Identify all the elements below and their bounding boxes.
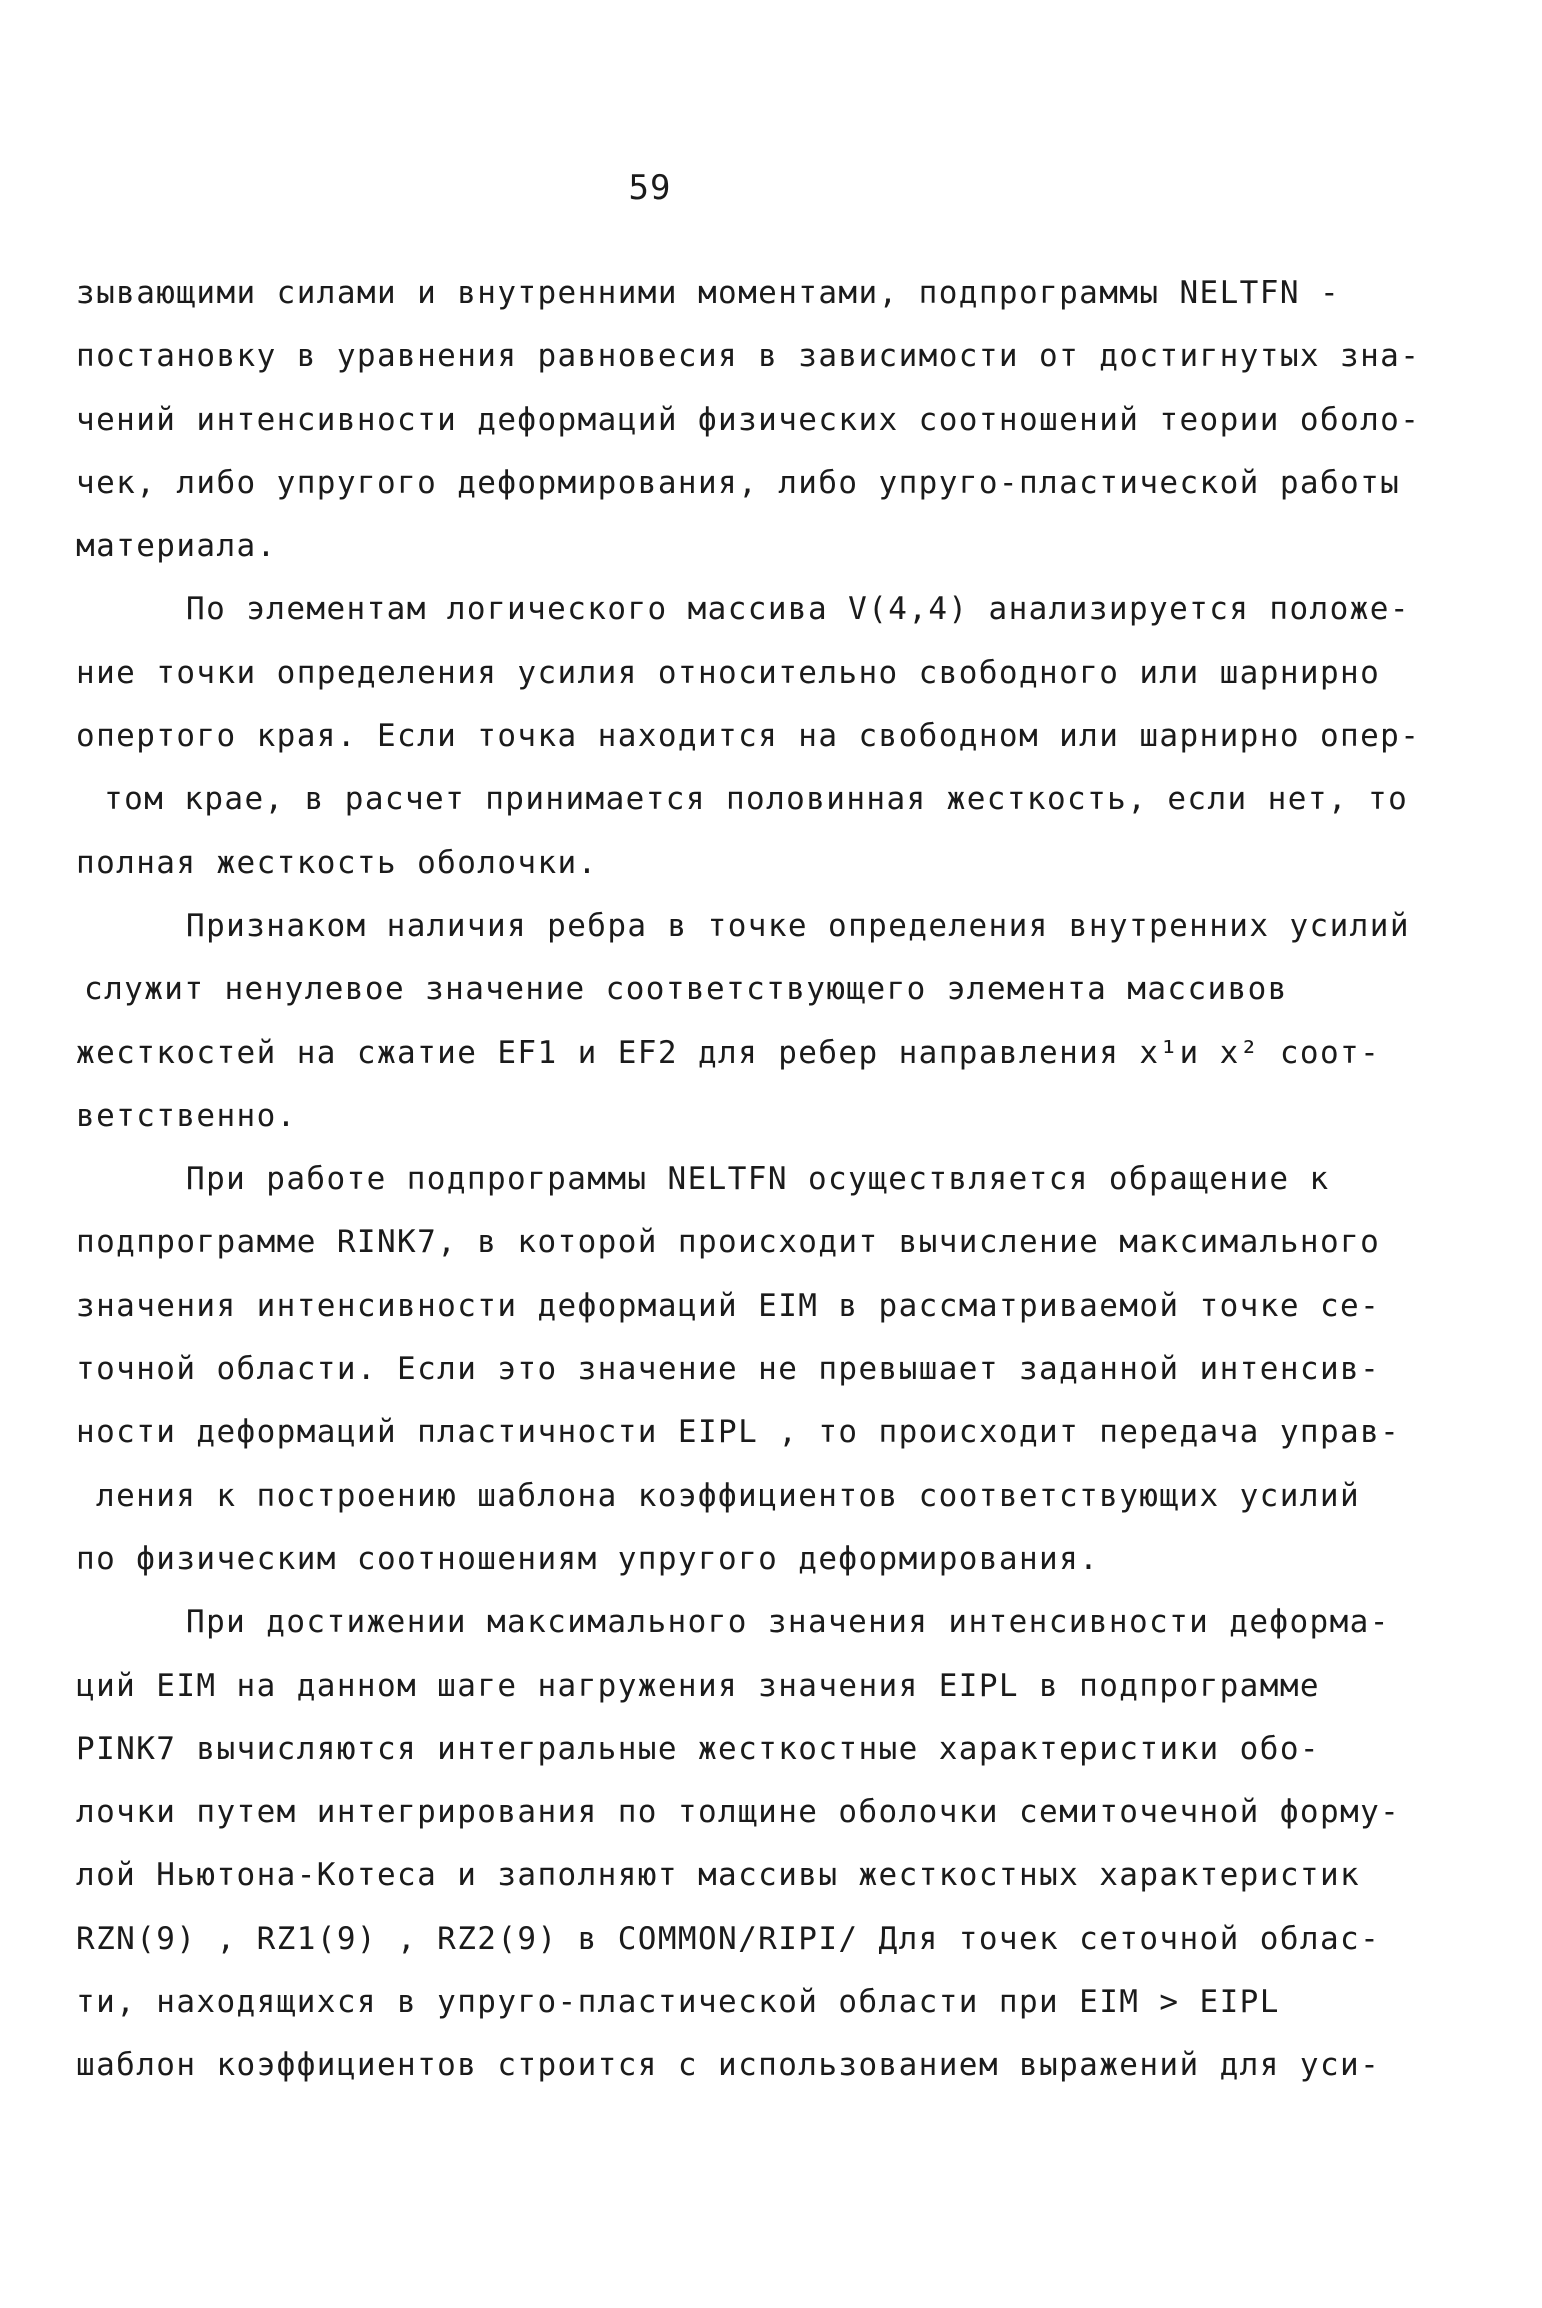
text-line: ности деформаций пластичности EIPL , то происходит передача управ- bbox=[76, 1414, 1401, 1451]
text-line: При работе подпрограммы NELTFN осуществляется обращение к bbox=[186, 1161, 1330, 1198]
text-line: постановку в уравнения равновесия в зависимости от достигнутых зна- bbox=[76, 338, 1421, 375]
text-line: подпрограмме RINK7, в которой происходит вычисление максимального bbox=[76, 1224, 1381, 1261]
text-line: лой Ньютона-Котеса и заполняют массивы жесткостных характеристик bbox=[76, 1857, 1361, 1894]
text-line: опертого края. Если точка находится на свободном или шарнирно опер- bbox=[76, 718, 1421, 755]
text-line: материала. bbox=[76, 528, 277, 565]
text-line: полная жесткость оболочки. bbox=[76, 844, 598, 881]
text-line: зывающими силами и внутренними моментами, подпрограммы NELTFN - bbox=[76, 275, 1341, 311]
text-line: том крае, в расчет принимается половинная жесткость, если нет, то bbox=[104, 781, 1409, 818]
page-number: 59 bbox=[628, 168, 672, 208]
text-line: лочки путем интегрирования по толщине оболочки семиточечной форму- bbox=[76, 1794, 1401, 1831]
text-line: ций EIM на данном шаге нагружения значения EIPL в подпрограмме bbox=[76, 1667, 1320, 1704]
text-line: по физическим соотношениям упругого деформирования. bbox=[76, 1540, 1100, 1577]
text-line: Признаком наличия ребра в точке определения внутренних усилий bbox=[186, 907, 1410, 944]
text-line: RZN(9) , RZ1(9) , RZ2(9) в COMMON/RIPI/ Для точек сеточной облас- bbox=[76, 1920, 1381, 1957]
body-text bbox=[76, 262, 1421, 2098]
text-line: PINK7 вычисляются интегральные жесткостные характеристики обо- bbox=[76, 1730, 1320, 1767]
text-line: ветственно. bbox=[76, 1097, 297, 1134]
text-line: ние точки определения усилия относительно свободного или шарнирно bbox=[76, 654, 1381, 691]
text-line: шаблон коэффициентов строится с использованием выражений для уси- bbox=[76, 2047, 1381, 2084]
text-line: ти, находящихся в упруго-пластической области при EIM > EIPL bbox=[76, 1984, 1280, 2021]
text-line: жесткостей на сжатие EF1 и EF2 для ребер направления x¹и x² соот- bbox=[76, 1034, 1381, 1071]
text-line: При достижении максимального значения интенсивности деформа- bbox=[186, 1604, 1390, 1641]
text-line: По элементам логического массива V(4,4) анализируется положе- bbox=[186, 591, 1410, 628]
text-line: служит ненулевое значение соответствующего элемента массивов bbox=[84, 971, 1288, 1008]
text-line: чек, либо упругого деформирования, либо упруго-пластической работы bbox=[76, 464, 1401, 501]
text-line: ления к построению шаблона коэффициентов соответствующих усилий bbox=[96, 1477, 1361, 1514]
text-line: чений интенсивности деформаций физических соотношений теории оболо- bbox=[76, 401, 1421, 438]
text-line: точной области. Если это значение не превышает заданной интенсив- bbox=[76, 1351, 1381, 1388]
text-line: значения интенсивности деформаций EIM в рассматриваемой точке се- bbox=[76, 1287, 1381, 1324]
